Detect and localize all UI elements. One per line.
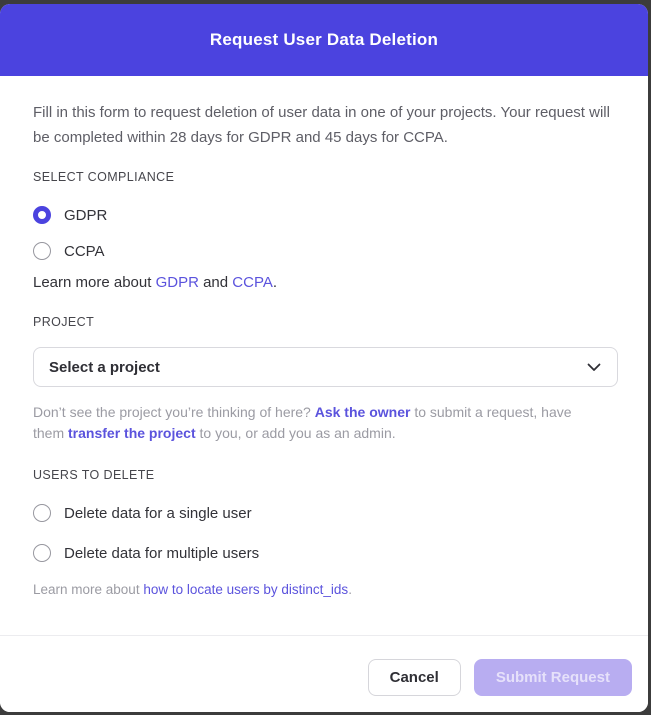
chevron-down-icon xyxy=(587,363,601,372)
radio-option-ccpa[interactable] xyxy=(33,242,618,260)
learn-more-suffix: . xyxy=(272,274,278,291)
submit-request-button[interactable]: Submit Request xyxy=(474,659,632,696)
dialog-footer xyxy=(0,635,648,712)
request-user-data-deletion-dialog xyxy=(0,4,648,712)
radio-option-gdpr[interactable] xyxy=(33,206,618,224)
helper-part1: Don’t see the project you’re thinking of here? xyxy=(33,404,315,420)
compliance-learn-more-text xyxy=(33,274,618,291)
transfer-the-project-link[interactable]: transfer the project xyxy=(68,425,196,441)
users-learn-more-suffix: . xyxy=(348,582,352,597)
select-compliance-label: SELECT COMPLIANCE xyxy=(33,170,175,184)
project-helper-text xyxy=(33,402,603,444)
gdpr-link[interactable]: GDPR xyxy=(155,274,199,291)
helper-part3: to you, or add you as an admin. xyxy=(195,425,396,441)
description-text: Fill in this form to request deletion of user data in one of your projects. Your request will be completed within 28 days for GDPR and 45 days for CCPA. xyxy=(33,104,610,146)
cancel-button[interactable]: Cancel xyxy=(368,659,461,696)
users-to-delete-label: USERS TO DELETE xyxy=(33,468,155,482)
dialog-header xyxy=(0,4,648,76)
ask-the-owner-link[interactable]: Ask the owner xyxy=(314,404,411,420)
project-label: PROJECT xyxy=(33,315,95,329)
helper-part2: to submit a request, have them xyxy=(33,404,572,441)
project-select-value: Select a project xyxy=(49,358,160,376)
radio-option-single-user-label: Delete data for a single user xyxy=(64,504,252,522)
radio-option-single-user[interactable] xyxy=(33,504,618,522)
radio-unselected-icon[interactable] xyxy=(33,504,51,522)
ccpa-link[interactable]: CCPA xyxy=(232,274,273,291)
learn-more-middle: and xyxy=(198,274,233,291)
radio-unselected-icon[interactable] xyxy=(33,242,51,260)
radio-option-multiple-users-label: Delete data for multiple users xyxy=(64,544,260,562)
users-learn-more-text xyxy=(33,582,618,597)
dialog-title: Request User Data Deletion xyxy=(209,30,439,49)
radio-unselected-icon[interactable] xyxy=(33,544,51,562)
radio-selected-icon[interactable] xyxy=(33,206,51,224)
distinct-ids-link[interactable]: how to locate users by distinct_ids xyxy=(143,582,349,597)
learn-more-prefix: Learn more about xyxy=(33,274,156,291)
radio-option-ccpa-label: CCPA xyxy=(64,242,105,260)
users-learn-more-prefix: Learn more about xyxy=(33,582,144,597)
dialog-body xyxy=(0,76,648,635)
radio-option-multiple-users[interactable] xyxy=(33,544,618,562)
project-select-dropdown[interactable] xyxy=(33,347,618,387)
radio-option-gdpr-label: GDPR xyxy=(64,206,108,224)
